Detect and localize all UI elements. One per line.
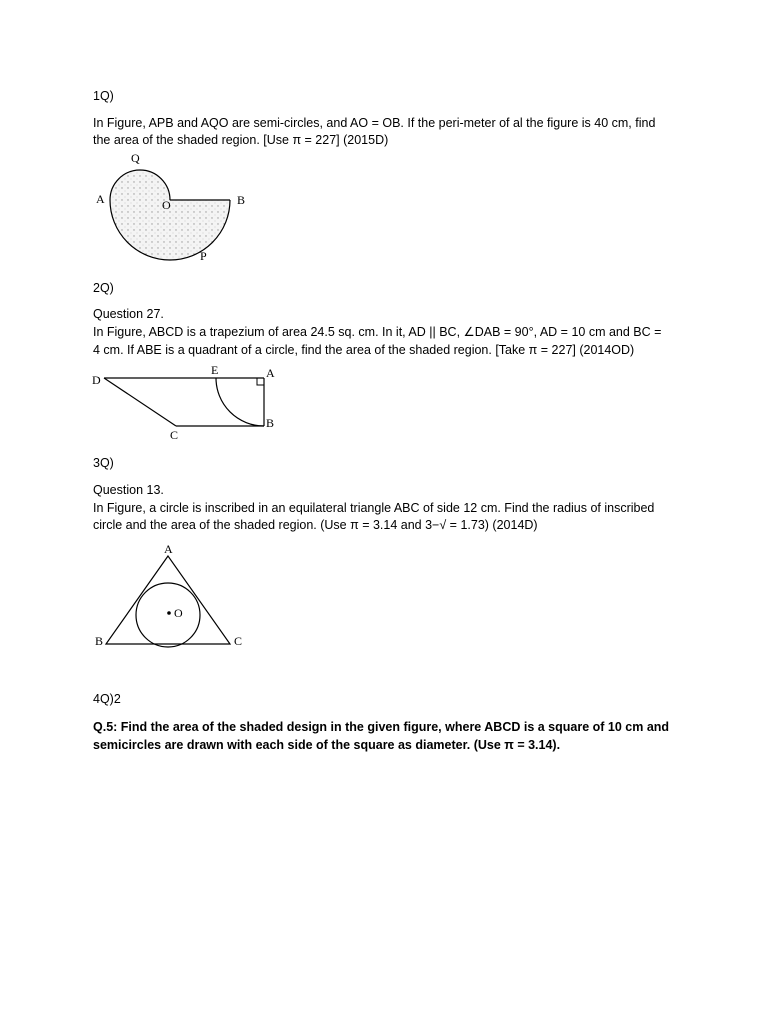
q3-label-b: B bbox=[95, 634, 104, 648]
q1-label-p: P bbox=[200, 249, 207, 263]
q4-text-line-2: semicircles are drawn with each side of the square as diameter. (Use π = 3.14). bbox=[93, 738, 561, 752]
q3-triangle-abc bbox=[106, 556, 230, 644]
q2-right-angle-mark bbox=[257, 378, 264, 385]
q2-heading: 2Q) bbox=[93, 281, 114, 295]
q1-figure bbox=[90, 150, 260, 265]
q2-label-d: D bbox=[92, 373, 101, 387]
q3-figure bbox=[90, 540, 250, 652]
q3-label-c: C bbox=[234, 634, 243, 648]
q3-subheading: Question 13. bbox=[93, 483, 164, 497]
q3-label-o: O bbox=[174, 606, 183, 620]
q2-side-cd bbox=[104, 378, 176, 426]
q1-text-line-2: the area of the shaded region. [Use π = 227] (2015D) bbox=[93, 133, 389, 147]
q3-text-line-2: circle and the area of the shaded region. (Use π = 3.14 and 3−√ = 1.73) (2014D) bbox=[93, 518, 538, 532]
q3-heading: 3Q) bbox=[93, 456, 114, 470]
q3-center-point bbox=[167, 611, 171, 615]
q1-label-o: O bbox=[162, 198, 171, 212]
q1-label-a: A bbox=[96, 192, 105, 206]
q1-label-b: B bbox=[237, 193, 246, 207]
q2-label-e: E bbox=[211, 363, 219, 377]
q1-shaded-region bbox=[110, 170, 230, 260]
q3-label-a: A bbox=[164, 542, 173, 556]
q2-subheading: Question 27. bbox=[93, 307, 164, 321]
q3-text-line-1: In Figure, a circle is inscribed in an equilateral triangle ABC of side 12 cm. Find the radius of inscribed bbox=[93, 501, 655, 515]
q2-label-c: C bbox=[170, 428, 179, 442]
q2-label-b: B bbox=[266, 416, 275, 430]
q2-text-line-2: 4 cm. If ABE is a quadrant of a circle, find the area of the shaded region. [Take π = 227] (2014OD) bbox=[93, 343, 635, 357]
q4-text-line-1: Q.5: Find the area of the shaded design in the given figure, where ABCD is a square of 10 cm and bbox=[93, 720, 670, 734]
q4-heading: 4Q)2 bbox=[93, 692, 121, 706]
q3-inscribed-circle bbox=[136, 583, 200, 647]
q2-figure bbox=[90, 362, 290, 444]
q2-text-line-1: In Figure, ABCD is a trapezium of area 24.5 sq. cm. In it, AD || BC, ∠DAB = 90°, AD = 10 cm and BC = bbox=[93, 325, 662, 339]
q1-text-line-1: In Figure, APB and AQO are semi-circles, and AO = OB. If the peri-meter of al the figure is 40 cm, find bbox=[93, 116, 656, 130]
q1-label-q: Q bbox=[131, 151, 140, 165]
q1-heading: 1Q) bbox=[93, 89, 114, 103]
q2-label-a: A bbox=[266, 366, 275, 380]
